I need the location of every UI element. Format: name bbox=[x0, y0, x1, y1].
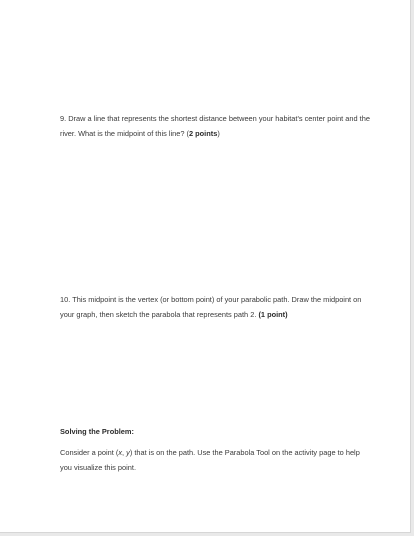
question-9-points: 2 points bbox=[188, 129, 218, 138]
solving-text-after: ) that is on the path. Use the Parabola Tool on the activity page to help you visualize this point. bbox=[60, 448, 360, 472]
question-9-text: 9. Draw a line that represents the shortest distance between your habitat's center point and the river. What is the midpoint of this line? ( bbox=[60, 114, 370, 138]
variable-y: y bbox=[126, 448, 130, 457]
question-10-text: 10. This midpoint is the vertex (or bottom point) of your parabolic path. Draw the midpoint on your graph, then sketch the parabola that represents path 2. bbox=[60, 295, 362, 319]
question-10-points: (1 point) bbox=[258, 310, 288, 319]
question-9-close: ) bbox=[217, 129, 220, 138]
question-10 bbox=[60, 292, 370, 322]
solving-heading: Solving the Problem: bbox=[60, 427, 134, 436]
solving-comma: , bbox=[122, 448, 127, 457]
question-9 bbox=[60, 111, 370, 141]
variable-x: x bbox=[118, 448, 123, 457]
solving-text-before: Consider a point ( bbox=[60, 448, 119, 457]
solving-paragraph bbox=[60, 445, 370, 475]
